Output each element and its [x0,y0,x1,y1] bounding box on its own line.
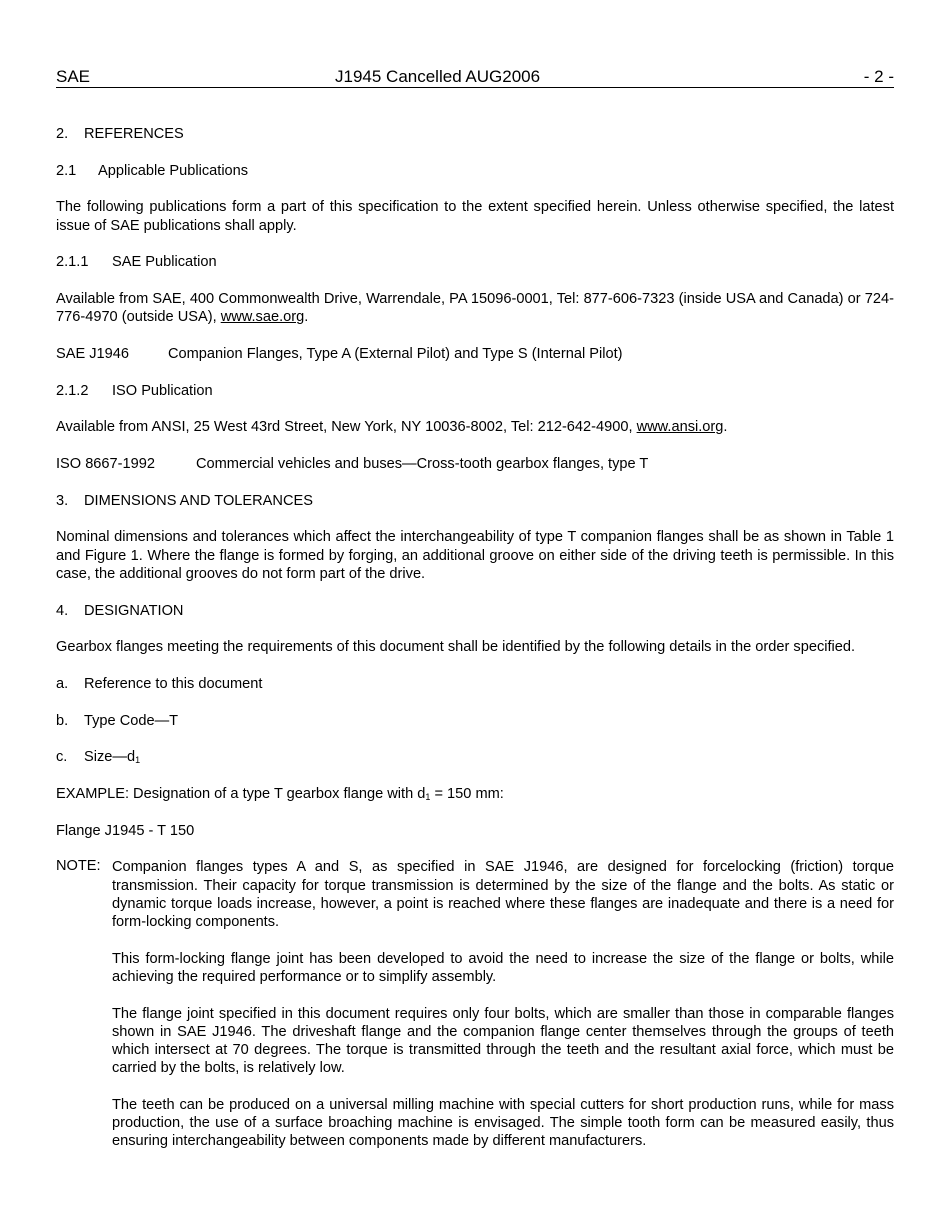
section-2-1-heading: 2.1 Applicable Publications [56,162,249,179]
page-header [56,66,894,88]
reference-sae-j1946: SAE J1946 Companion Flanges, Type A (External Pilot) and Type S (Internal Pilot) [56,345,623,362]
list-item-b: b. Type Code—T [56,712,179,729]
note-paragraph-1: Companion flanges types A and S, as specified in SAE J1946, are designed for forcelocking (friction) torque transmission. Their capacity for torque transmission is determined by the size of the flange and the bolts. As static or dynamic torque loads increase, however, a point is reached where these flanges are inadequate and there is a need for form-locking components. [112,859,894,931]
note-paragraph-2: This form-locking flange joint has been developed to avoid the need to increase the size of the flange or bolts, while achieving the required performance or to simplify assembly. [112,950,894,985]
header-org: SAE [56,67,91,86]
section-2-1-2-paragraph: Available from ANSI, 25 West 43rd Street, New York, NY 10036-8002, Tel: 212-642-4900, www.ansi.org. [56,419,728,436]
section-2-1-2-heading: 2.1.2 ISO Publication [56,382,213,399]
flange-designation: Flange J1945 - T 150 [56,822,195,839]
note-block [56,858,894,1150]
list-item-a: a. Reference to this document [56,675,263,692]
header-doc-id: J1945 Cancelled AUG2006 [335,67,541,86]
reference-iso-8667: ISO 8667-1992 Commercial vehicles and buses—Cross-tooth gearbox flanges, type T [56,456,649,473]
note-paragraph-3: The flange joint specified in this document requires only four bolts, which are smaller than those in comparable flanges shown in SAE J1946. The driveshaft flange and the companion flange center themselves through the groups of teeth which intersect at 70 degrees. The torque is transmitted through the teeth and the resultant axial force, which must be carried by the bolts, is relatively low. [112,1005,894,1077]
section-3-heading: 3. DIMENSIONS AND TOLERANCES [56,492,313,509]
section-2-1-paragraph: The following publications form a part of this specification to the extent specified herein. Unless otherwise specified, the latest issue of SAE publications shall apply. [56,199,894,234]
note-paragraph-4: The teeth can be produced on a universal milling machine with special cutters for short production runs, while for mass production, the use of a surface broaching machine is envisaged. The simple tooth form can be measured easily, thus ensuring interchangeability between components made by different manufacturers. [112,1097,894,1150]
note-label: NOTE: [56,858,101,875]
section-4-paragraph: Gearbox flanges meeting the requirements of this document shall be identified by the following details in the order specified. [56,639,856,656]
example-line: EXAMPLE: Designation of a type T gearbox flange with $d_1 = 150$ mm: [56,786,504,803]
section-3-paragraph: Nominal dimensions and tolerances which affect the interchangeability of type T companion flanges shall be as shown in Table 1 and Figure 1. Where the flange is formed by forging, an additional groove on either side of the driving teeth is permissible. In this case, the additional grooves do not form part of the drive. [56,529,894,582]
sae-website-link[interactable]: www.sae.org [220,309,305,326]
header-page-number: - 2 - [863,67,894,86]
section-2-1-1-heading: 2.1.1 SAE Publication [56,254,217,271]
section-4-heading: 4. DESIGNATION [56,602,184,619]
section-2-heading: 2. REFERENCES [56,126,184,142]
document-page [56,66,894,1151]
section-2-1-1-paragraph: Available from SAE, 400 Commonwealth Drive, Warrendale, PA 15096-0001, Tel: 877-606-7323 (inside USA and Canada) or 724-776-4970 (outside USA), www.sae.org. [56,291,894,326]
list-item-c: c. $Size—d_1$ [56,749,141,766]
ansi-website-link[interactable]: www.ansi.org [636,419,724,436]
